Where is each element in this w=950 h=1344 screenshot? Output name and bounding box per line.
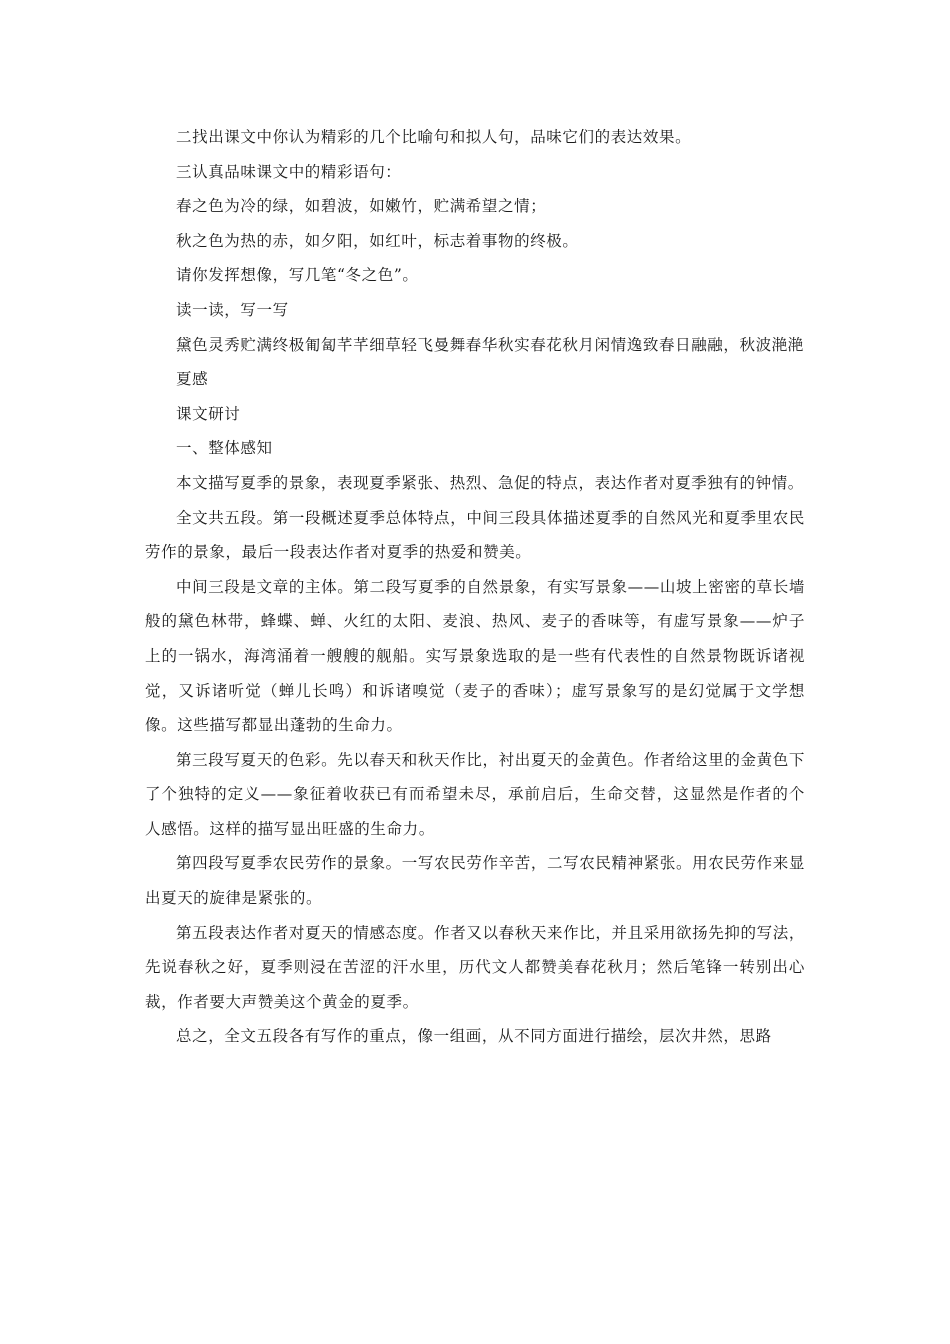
paragraph-third-section: 第三段写夏天的色彩。先以春天和秋天作比，衬出夏天的金黄色。作者给这里的金黄色下了个独特的定义——象征着收获已有而希望未尽，承前启后，生命交替，这显然是作者的个人感悟。这样的描写显出旺盛的生命力。 xyxy=(145,750,805,838)
section-heading-overall: 一、整体感知 xyxy=(176,439,273,458)
paragraph-task-two: 二找出课文中你认为精彩的几个比喻句和拟人句，品味它们的表达效果。 xyxy=(176,128,692,146)
document-page xyxy=(145,120,805,1054)
section-title-xiagan: 夏感 xyxy=(176,370,209,389)
paragraph-fifth-section: 第五段表达作者对夏天的情感态度。作者又以春秋天来作比，并且采用欲扬先抑的写法，先说春秋之好，夏季则浸在苦涩的汗水里，历代文人都赞美春花秋月；然后笔锋一转别出心裁，作者要大声赞美这个黄金的夏季。 xyxy=(145,923,805,1011)
paragraph-summary: 本文描写夏季的景象，表现夏季紧张、热烈、急促的特点，表达作者对夏季独有的钟情。 xyxy=(176,473,804,492)
paragraph-vocabulary: 黛色灵秀贮满终极匍匐芊芊细草轻飞曼舞春华秋实春花秋月闲情逸致春日融融，秋波滟滟 xyxy=(176,335,804,354)
paragraph-winter-prompt: 请你发挥想像，写几笔“冬之色”。 xyxy=(176,266,419,285)
paragraph-spring-color: 春之色为冷的绿，如碧波，如嫩竹，贮满希望之情； xyxy=(176,197,547,216)
paragraph-autumn-color: 秋之色为热的赤，如夕阳，如红叶，标志着事物的终极。 xyxy=(176,231,579,250)
paragraph-fourth-section: 第四段写夏季农民劳作的景象。一写农民劳作辛苦，二写农民精神紧张。用农民劳作来显出夏天的旋律是紧张的。 xyxy=(145,854,805,908)
paragraph-read-write: 读一读，写一写 xyxy=(176,300,289,319)
paragraph-task-three: 三认真品味课文中的精彩语句： xyxy=(176,162,402,181)
paragraph-conclusion: 总之，全文五段各有写作的重点，像一组画，从不同方面进行描绘，层次井然，思路 xyxy=(176,1027,772,1046)
paragraph-structure: 全文共五段。第一段概述夏季总体特点，中间三段具体描述夏季的自然风光和夏季里农民劳作的景象，最后一段表达作者对夏季的热爱和赞美。 xyxy=(145,508,805,562)
section-heading-study: 课文研讨 xyxy=(176,404,241,423)
paragraph-middle-sections: 中间三段是文章的主体。第二段写夏季的自然景象，有实写景象——山坡上密密的草长墙般的黛色林带，蜂蝶、蝉、火红的太阳、麦浪、热风、麦子的香味等，有虚写景象——炉子上的一锅水，海湾涌着一艘艘的舰船。实写景象选取的是一些有代表性的自然景物既诉诸视觉，又诉诸听觉（蝉儿长鸣）和诉诸嗅觉（麦子的香味）；虚写景象写的是幻觉属于文学想像。这些描写都显出蓬勃的生命力。 xyxy=(145,577,805,735)
